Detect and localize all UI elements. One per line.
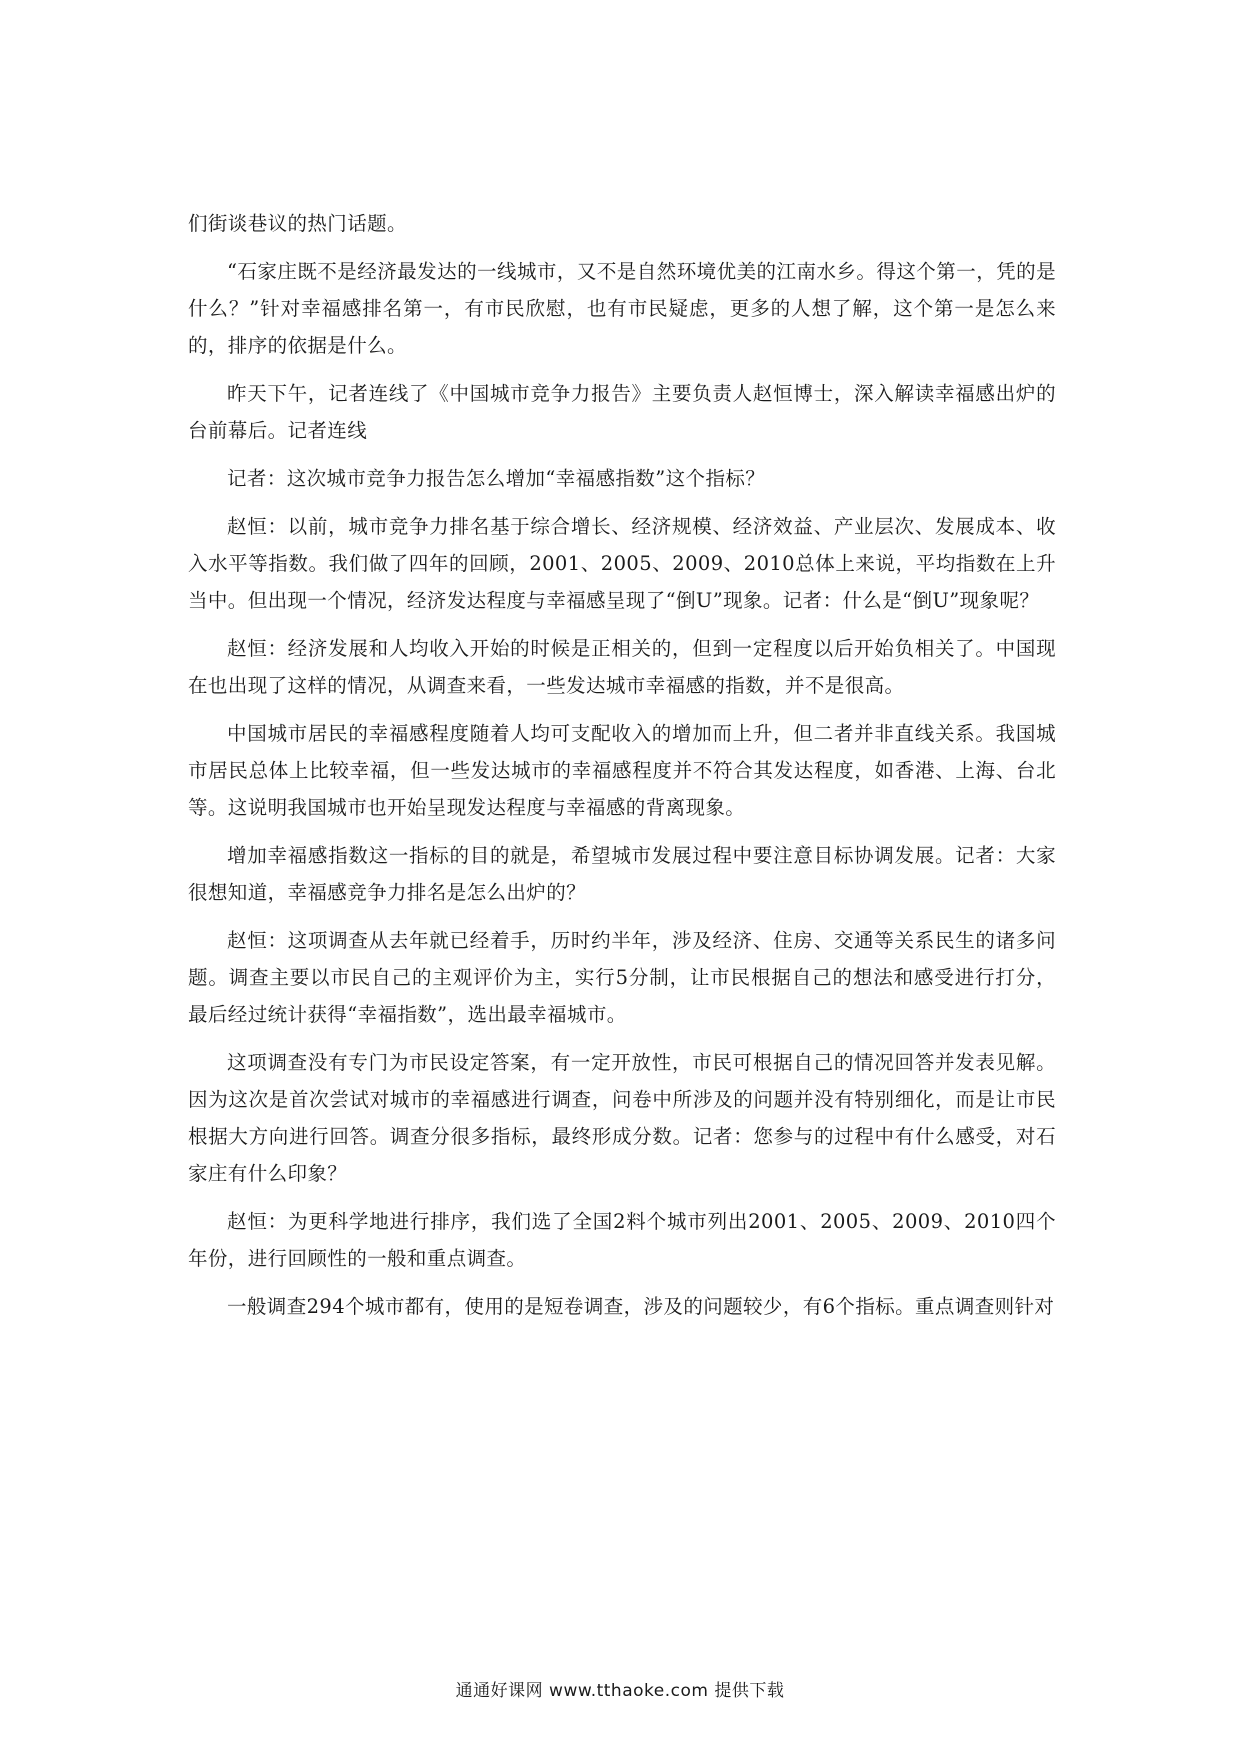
paragraph: 增加幸福感指数这一指标的目的就是，希望城市发展过程中要注意目标协调发展。记者：大家很想知道，幸福感竞争力排名是怎么出炉的？ — [188, 844, 1056, 904]
page-footer: 通通好课网 www.tthaoke.com 提供下载 — [455, 1681, 785, 1701]
paragraph: 中国城市居民的幸福感程度随着人均可支配收入的增加而上升，但二者并非直线关系。我国城市居民总体上比较幸福，但一些发达城市的幸福感程度并不符合其发达程度，如香港、上海、台北等。这说明我国城市也开始呈现发达程度与幸福感的背离现象。 — [188, 722, 1056, 819]
paragraph: 赵恒：为更科学地进行排序，我们选了全国2料个城市列出2001、2005、2009、2010四个年份，进行回顾性的一般和重点调查。 — [188, 1210, 1056, 1270]
document-body — [188, 205, 1056, 1336]
paragraph: 赵恒：经济发展和人均收入开始的时候是正相关的，但到一定程度以后开始负相关了。中国现在也出现了这样的情况，从调查来看，一些发达城市幸福感的指数，并不是很高。 — [188, 637, 1056, 697]
paragraph: “石家庄既不是经济最发达的一线城市，又不是自然环境优美的江南水乡。得这个第一，凭的是什么？”针对幸福感排名第一，有市民欣慰，也有市民疑虑，更多的人想了解，这个第一是怎么来的，排序的依据是什么。 — [188, 260, 1056, 357]
paragraph: 这项调查没有专门为市民设定答案，有一定开放性，市民可根据自己的情况回答并发表见解。因为这次是首次尝试对城市的幸福感进行调查，问卷中所涉及的问题并没有特别细化，而是让市民根据大方向进行回答。调查分很多指标，最终形成分数。记者：您参与的过程中有什么感受，对石家庄有什么印象？ — [188, 1051, 1056, 1185]
paragraph-continuation: 们街谈巷议的热门话题。 — [188, 212, 407, 235]
paragraph: 记者：这次城市竞争力报告怎么增加“幸福感指数”这个指标？ — [227, 467, 766, 490]
paragraph: 昨天下午，记者连线了《中国城市竞争力报告》主要负责人赵恒博士，深入解读幸福感出炉的台前幕后。记者连线 — [188, 382, 1056, 442]
paragraph: 一般调查294个城市都有，使用的是短卷调查，涉及的问题较少，有6个指标。重点调查则针对 — [227, 1295, 1055, 1318]
paragraph: 赵恒：这项调查从去年就已经着手，历时约半年，涉及经济、住房、交通等关系民生的诸多问题。调查主要以市民自己的主观评价为主，实行5分制，让市民根据自己的想法和感受进行打分，最后经过统计获得“幸福指数”，选出最幸福城市。 — [188, 929, 1056, 1026]
paragraph: 赵恒：以前，城市竞争力排名基于综合增长、经济规模、经济效益、产业层次、发展成本、收入水平等指数。我们做了四年的回顾，2001、2005、2009、2010总体上来说，平均指数在上升当中。但出现一个情况，经济发达程度与幸福感呈现了“倒U”现象。记者：什么是“倒U”现象呢？ — [188, 515, 1056, 612]
